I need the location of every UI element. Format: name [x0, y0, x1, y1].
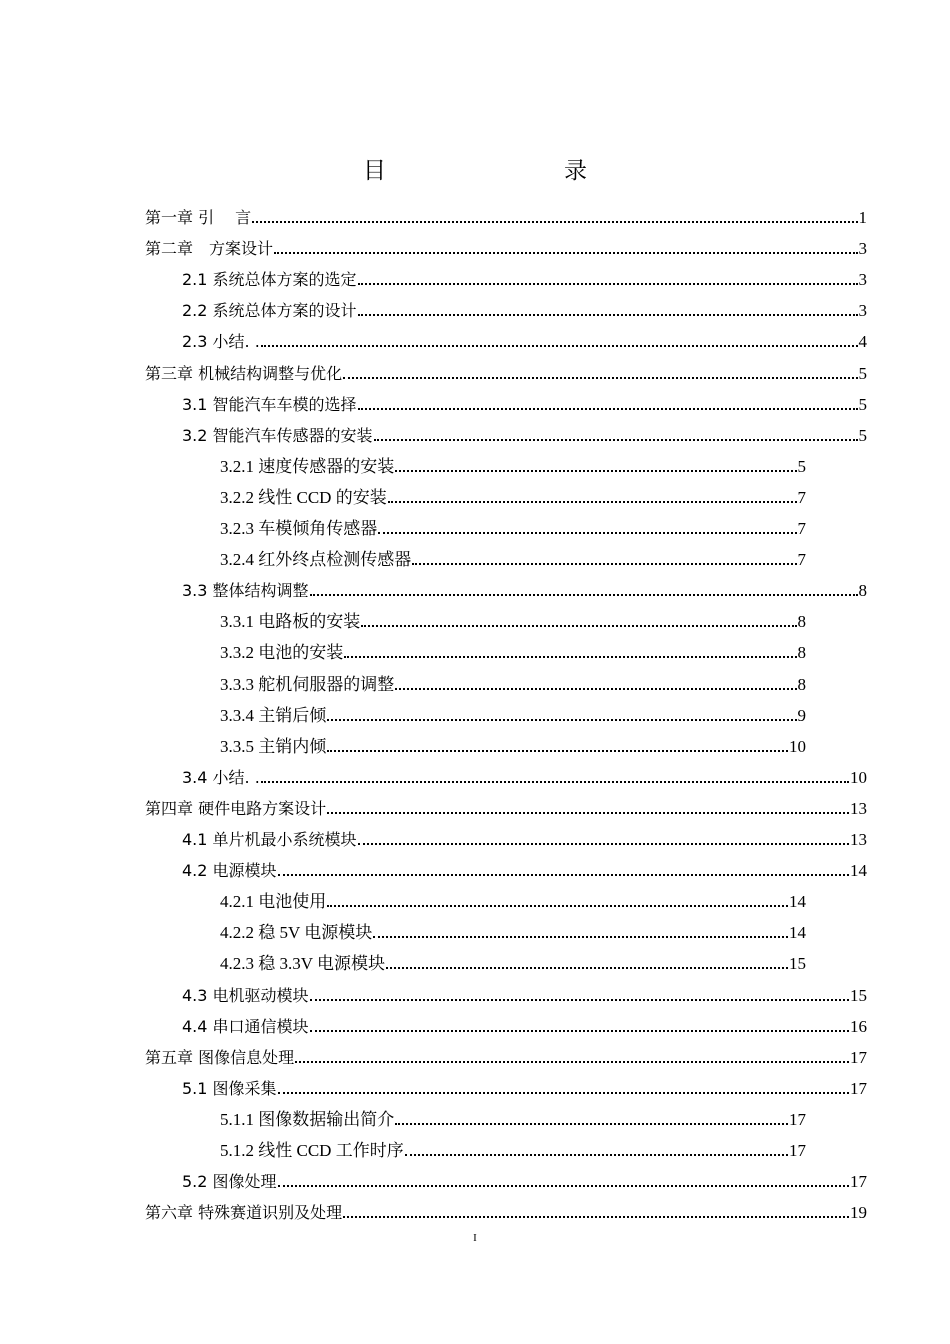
toc-entry-page-number: 17 [850, 1048, 867, 1067]
toc-entry[interactable] [182, 321, 867, 352]
toc-entry[interactable] [145, 1192, 867, 1223]
toc-entry[interactable] [145, 788, 867, 819]
dot-leader [327, 812, 849, 814]
toc-entry-page-number: 3 [858, 301, 867, 320]
dot-leader [373, 936, 788, 938]
toc-entry[interactable] [145, 1037, 867, 1068]
toc-entry-page-number: 19 [850, 1203, 867, 1222]
toc-entry[interactable] [220, 446, 806, 477]
toc-entry[interactable] [220, 539, 806, 570]
toc-entry-title: 3.2.4 红外终点检测传感器 [220, 550, 412, 569]
toc-entry-title: 4.2 电源模块 [182, 861, 277, 880]
toc-entry-title: 第五章 图像信息处理 [145, 1048, 295, 1067]
toc-entry[interactable] [182, 975, 867, 1006]
toc-entry[interactable] [182, 850, 867, 881]
toc-entry-page-number: 14 [789, 892, 806, 911]
dot-leader [274, 252, 857, 254]
toc-entry[interactable] [182, 570, 867, 601]
toc-entry-title: 5.2 图像处理 [182, 1172, 277, 1191]
dot-leader [310, 999, 849, 1001]
dot-leader [310, 594, 858, 596]
toc-entry-title: 3.2.1 速度传感器的安装 [220, 457, 395, 476]
dot-leader [261, 781, 849, 783]
toc-entry-page-number: 8 [797, 643, 806, 662]
toc-entry-page-number: 8 [858, 581, 867, 600]
dot-leader [405, 1154, 788, 1156]
dot-leader [361, 625, 796, 627]
toc-entry[interactable] [220, 1099, 806, 1130]
dot-leader [343, 1216, 849, 1218]
toc-entry[interactable] [182, 819, 867, 850]
toc-entry-title: 4.1 单片机最小系统模块 [182, 830, 357, 849]
dot-leader [358, 843, 849, 845]
toc-entry-title: 4.2.3 稳 3.3V 电源模块 [220, 954, 385, 973]
toc-entry-title: 3.1 智能汽车车模的选择 [182, 395, 357, 414]
toc-entry[interactable] [182, 1006, 867, 1037]
toc-entry-page-number: 7 [797, 519, 806, 538]
dot-leader [278, 1185, 849, 1187]
toc-entry-title: 5.1.2 线性 CCD 工作时序 [220, 1141, 404, 1160]
toc-entry[interactable] [220, 508, 806, 539]
toc-entry-title: 3.3.2 电池的安装 [220, 643, 344, 662]
dot-leader [327, 905, 788, 907]
dot-leader [358, 283, 858, 285]
toc-entry[interactable] [182, 1068, 867, 1099]
toc-entry-title: 3.3.1 电路板的安装 [220, 612, 361, 631]
toc-entry-page-number: 16 [850, 1017, 867, 1036]
toc-entry[interactable] [182, 757, 867, 788]
toc-entry-page-number: 5 [858, 364, 867, 383]
dot-leader [358, 314, 858, 316]
toc-entry-title: 5.1 图像采集 [182, 1079, 277, 1098]
toc-entry-page-number: 14 [789, 923, 806, 942]
toc-entry-title: 4.3 电机驱动模块 [182, 986, 309, 1005]
dot-leader [395, 688, 796, 690]
dot-leader [278, 1092, 849, 1094]
toc-entry[interactable] [182, 259, 867, 290]
toc-entry-title: 4.2.1 电池使用 [220, 892, 327, 911]
dot-leader [395, 1123, 788, 1125]
toc-entry-page-number: 8 [797, 675, 806, 694]
toc-entry-title: 3.3 整体结构调整 [182, 581, 309, 600]
toc-entry-page-number: 13 [850, 830, 867, 849]
dot-leader [252, 221, 857, 223]
toc-entry-title: 3.2 智能汽车传感器的安装 [182, 426, 373, 445]
toc-entry-page-number: 15 [850, 986, 867, 1005]
toc-entry[interactable] [182, 384, 867, 415]
toc-entry[interactable] [220, 1130, 806, 1161]
toc-entry-page-number: 17 [850, 1079, 867, 1098]
toc-entry[interactable] [220, 912, 806, 943]
toc-entry-title: 2.2 系统总体方案的设计 [182, 301, 357, 320]
toc-entry-title: 5.1.1 图像数据输出简介 [220, 1110, 395, 1129]
toc-entry-page-number: 5 [797, 457, 806, 476]
dot-leader [343, 377, 857, 379]
toc-entry-title: 4.2.2 稳 5V 电源模块 [220, 923, 373, 942]
toc-entry-page-number: 3 [858, 239, 867, 258]
dot-leader [295, 1061, 849, 1063]
toc-entry-title: 3.2.3 车模倾角传感器 [220, 519, 378, 538]
dot-leader [344, 656, 796, 658]
toc-entry-title: 3.3.5 主销内倾 [220, 737, 327, 756]
toc-entry-title: 第一章 引 言 [145, 208, 252, 227]
toc-entry[interactable] [220, 477, 806, 508]
toc-entry-page-number: 10 [850, 768, 867, 787]
toc-entry[interactable] [145, 197, 867, 228]
dot-leader [310, 1030, 849, 1032]
toc-entry-title: 3.4 小结. . [182, 768, 260, 787]
toc-entry-title: 3.3.4 主销后倾 [220, 706, 327, 725]
toc-entry[interactable] [220, 601, 806, 632]
toc-entry-page-number: 5 [858, 426, 867, 445]
toc-entry[interactable] [220, 943, 806, 974]
toc-entry-title: 第四章 硬件电路方案设计 [145, 799, 327, 818]
dot-leader [358, 408, 858, 410]
page-number-footer: I [473, 1232, 477, 1244]
toc-entry-page-number: 17 [850, 1172, 867, 1191]
toc-entry-page-number: 15 [789, 954, 806, 973]
toc-entry-title: 第三章 机械结构调整与优化 [145, 364, 343, 383]
dot-leader [386, 967, 788, 969]
toc-entry-title: 2.3 小结. . [182, 332, 260, 351]
dot-leader [412, 563, 796, 565]
toc-entry-title: 2.1 系统总体方案的选定 [182, 270, 357, 289]
dot-leader [261, 345, 858, 347]
toc-entry[interactable] [145, 353, 867, 384]
toc-entry[interactable] [182, 290, 867, 321]
toc-entry-title: 4.4 串口通信模块 [182, 1017, 309, 1036]
toc-entry[interactable] [182, 415, 867, 446]
toc-entry-title: 第六章 特殊赛道识别及处理 [145, 1203, 343, 1222]
toc-entry-page-number: 4 [858, 332, 867, 351]
dot-leader [388, 501, 797, 503]
toc-entry[interactable] [220, 632, 806, 663]
toc-entry-page-number: 7 [797, 488, 806, 507]
toc-entry[interactable] [220, 881, 806, 912]
toc-entry[interactable] [220, 726, 806, 757]
toc-entry-title: 3.2.2 线性 CCD 的安装 [220, 488, 387, 507]
toc-entry-title: 第二章 方案设计 [145, 239, 274, 258]
toc-entry-page-number: 13 [850, 799, 867, 818]
dot-leader [327, 719, 796, 721]
toc-entry-page-number: 7 [797, 550, 806, 569]
toc-entry-page-number: 17 [789, 1141, 806, 1160]
dot-leader [327, 750, 788, 752]
toc-entry[interactable] [220, 695, 806, 726]
dot-leader [395, 470, 796, 472]
toc-entry-page-number: 10 [789, 737, 806, 756]
toc-entry[interactable] [182, 1161, 867, 1192]
toc-entry-page-number: 3 [858, 270, 867, 289]
toc-entry-page-number: 1 [858, 208, 867, 227]
toc-entry[interactable] [220, 664, 806, 695]
toc-entry-page-number: 5 [858, 395, 867, 414]
toc-entry-page-number: 9 [797, 706, 806, 725]
toc-entry-page-number: 17 [789, 1110, 806, 1129]
toc-entry[interactable] [145, 228, 867, 259]
toc-entry-page-number: 8 [797, 612, 806, 631]
dot-leader [378, 532, 796, 534]
toc-entry-page-number: 14 [850, 861, 867, 880]
page-title: 目 录 [363, 158, 631, 184]
toc-entry-title: 3.3.3 舵机伺服器的调整 [220, 675, 395, 694]
dot-leader [278, 874, 849, 876]
dot-leader [374, 439, 858, 441]
